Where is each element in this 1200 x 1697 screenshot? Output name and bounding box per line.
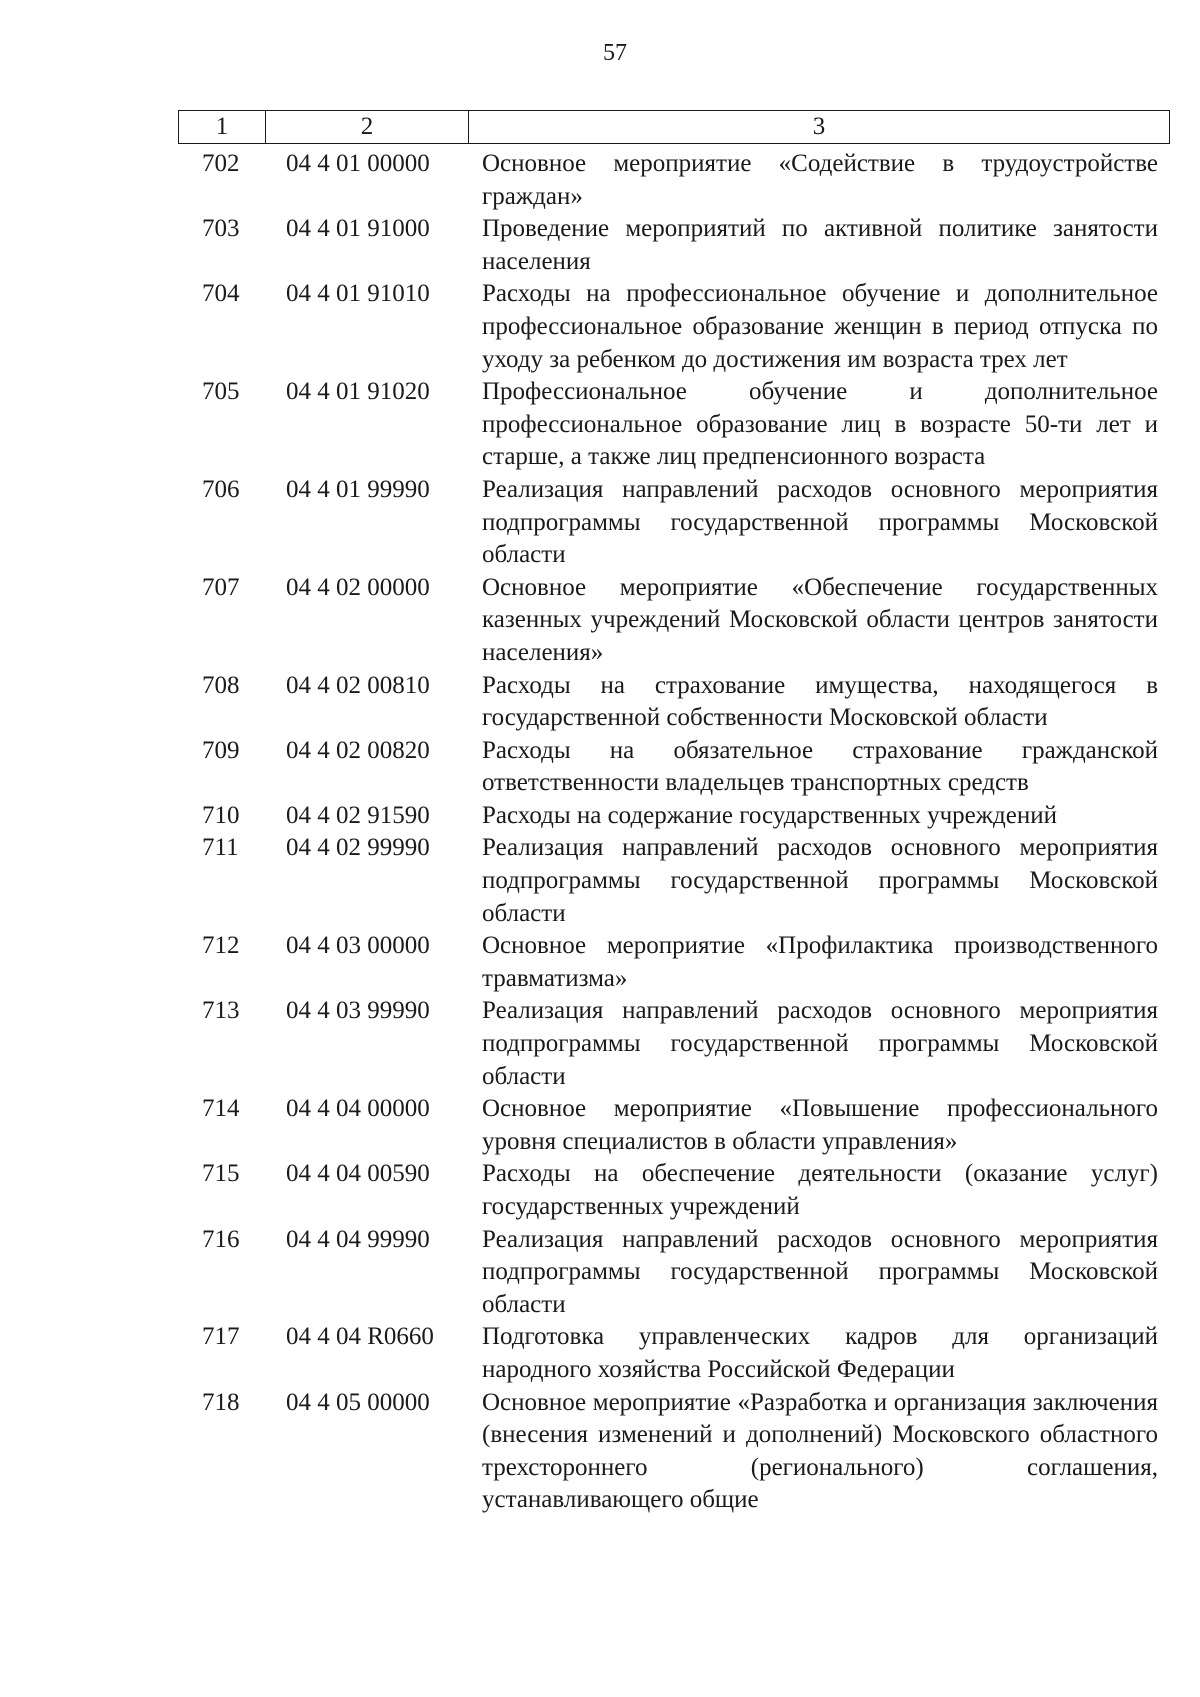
table-row [178, 1158, 1170, 1223]
row-description: Расходы на обеспечение деятельности (оказание услуг) государственных учреждений [482, 1160, 1158, 1220]
row-number: 703 [202, 215, 240, 243]
row-number: 702 [202, 150, 240, 177]
row-number: 708 [202, 671, 240, 699]
table-row [178, 278, 1170, 376]
row-number: 718 [202, 1388, 240, 1416]
row-description: Основное мероприятие «Разработка и организация заключения (внесения изменений и дополнений) Московского областного трехстороннего (регионального) соглашения, устанавливающего общие [482, 1388, 1158, 1514]
row-number: 710 [202, 801, 240, 829]
column-header-3: 3 [812, 113, 826, 140]
row-code: 04 4 02 99990 [286, 834, 430, 862]
row-code: 04 4 02 00810 [286, 671, 430, 699]
row-description: Основное мероприятие «Профилактика производственного травматизма» [482, 932, 1158, 992]
table-row [178, 474, 1170, 572]
row-code: 04 4 01 91010 [286, 280, 430, 308]
row-code: 04 4 04 00590 [286, 1160, 430, 1188]
table-row [178, 1224, 1170, 1322]
row-code: 04 4 01 91020 [286, 378, 430, 406]
row-number: 713 [202, 997, 240, 1025]
table-row [178, 995, 1170, 1093]
row-description: Основное мероприятие «Обеспечение государственных казенных учреждений Московской области центров занятости населения» [482, 573, 1158, 666]
row-number: 712 [202, 932, 240, 960]
row-description: Расходы на страхование имущества, находящегося в государственной собственности Московской области [482, 671, 1158, 732]
row-description: Расходы на содержание государственных учреждений [482, 801, 1057, 829]
table-row [178, 148, 1170, 213]
table-row [178, 1387, 1170, 1517]
row-description: Основное мероприятие «Повышение профессионального уровня специалистов в области управления» [482, 1095, 1158, 1155]
row-code: 04 4 01 99990 [286, 475, 430, 503]
table-row [178, 1321, 1170, 1386]
page-number: 57 [603, 40, 627, 66]
table-row [178, 832, 1170, 930]
row-number: 705 [202, 378, 240, 406]
row-code: 04 4 03 00000 [286, 932, 430, 960]
row-number: 715 [202, 1160, 240, 1188]
table-row [178, 800, 1170, 833]
row-number: 706 [202, 475, 240, 503]
table-row [178, 213, 1170, 278]
row-description: Реализация направлений расходов основного мероприятия подпрограммы государственной программы Московской области [482, 834, 1158, 927]
row-description: Реализация направлений расходов основного мероприятия подпрограммы государственной программы Московской области [482, 1225, 1158, 1318]
column-header-1: 1 [179, 111, 266, 143]
table-row [178, 1093, 1170, 1158]
row-code: 04 4 02 00000 [286, 573, 430, 601]
row-number: 709 [202, 736, 240, 764]
row-code: 04 4 01 91000 [286, 215, 430, 243]
row-code: 04 4 04 99990 [286, 1225, 430, 1253]
table-body [178, 148, 1170, 1517]
row-description: Расходы на обязательное страхование гражданской ответственности владельцев транспортных средств [482, 736, 1158, 797]
row-number: 704 [202, 280, 240, 308]
row-description: Реализация направлений расходов основного мероприятия подпрограммы государственной программы Московской области [482, 475, 1158, 569]
row-code: 04 4 04 00000 [286, 1095, 430, 1123]
table-row [178, 930, 1170, 995]
table-row [178, 572, 1170, 670]
row-description: Проведение мероприятий по активной политике занятости населения [482, 215, 1158, 275]
row-number: 716 [202, 1225, 240, 1253]
row-number: 707 [202, 573, 240, 601]
row-number: 711 [202, 834, 239, 862]
row-description: Основное мероприятие «Содействие в трудоустройстве граждан» [482, 150, 1158, 210]
row-code: 04 4 03 99990 [286, 997, 430, 1025]
row-description: Подготовка управленческих кадров для организаций народного хозяйства Российской Федерации [482, 1323, 1158, 1383]
row-number: 714 [202, 1095, 240, 1123]
table-row [178, 735, 1170, 800]
row-code: 04 4 02 00820 [286, 736, 430, 764]
row-description: Реализация направлений расходов основного мероприятия подпрограммы государственной программы Московской области [482, 997, 1158, 1090]
row-code: 04 4 02 91590 [286, 801, 430, 829]
row-description: Профессиональное обучение и дополнительное профессиональное образование лиц в возрасте 50-ти лет и старше, а также лиц предпенсионного возраста [482, 378, 1158, 471]
row-code: 04 4 04 R0660 [286, 1323, 434, 1351]
table-row [178, 376, 1170, 474]
column-header-2: 2 [266, 111, 469, 143]
row-number: 717 [202, 1323, 240, 1351]
row-code: 04 4 05 00000 [286, 1388, 430, 1416]
row-code: 04 4 01 00000 [286, 150, 430, 177]
table-row [178, 670, 1170, 735]
row-description: Расходы на профессиональное обучение и дополнительное профессиональное образование женщин в период отпуска по уходу за ребенком до достижения им возраста трех лет [482, 280, 1158, 373]
table-header [178, 110, 1170, 144]
